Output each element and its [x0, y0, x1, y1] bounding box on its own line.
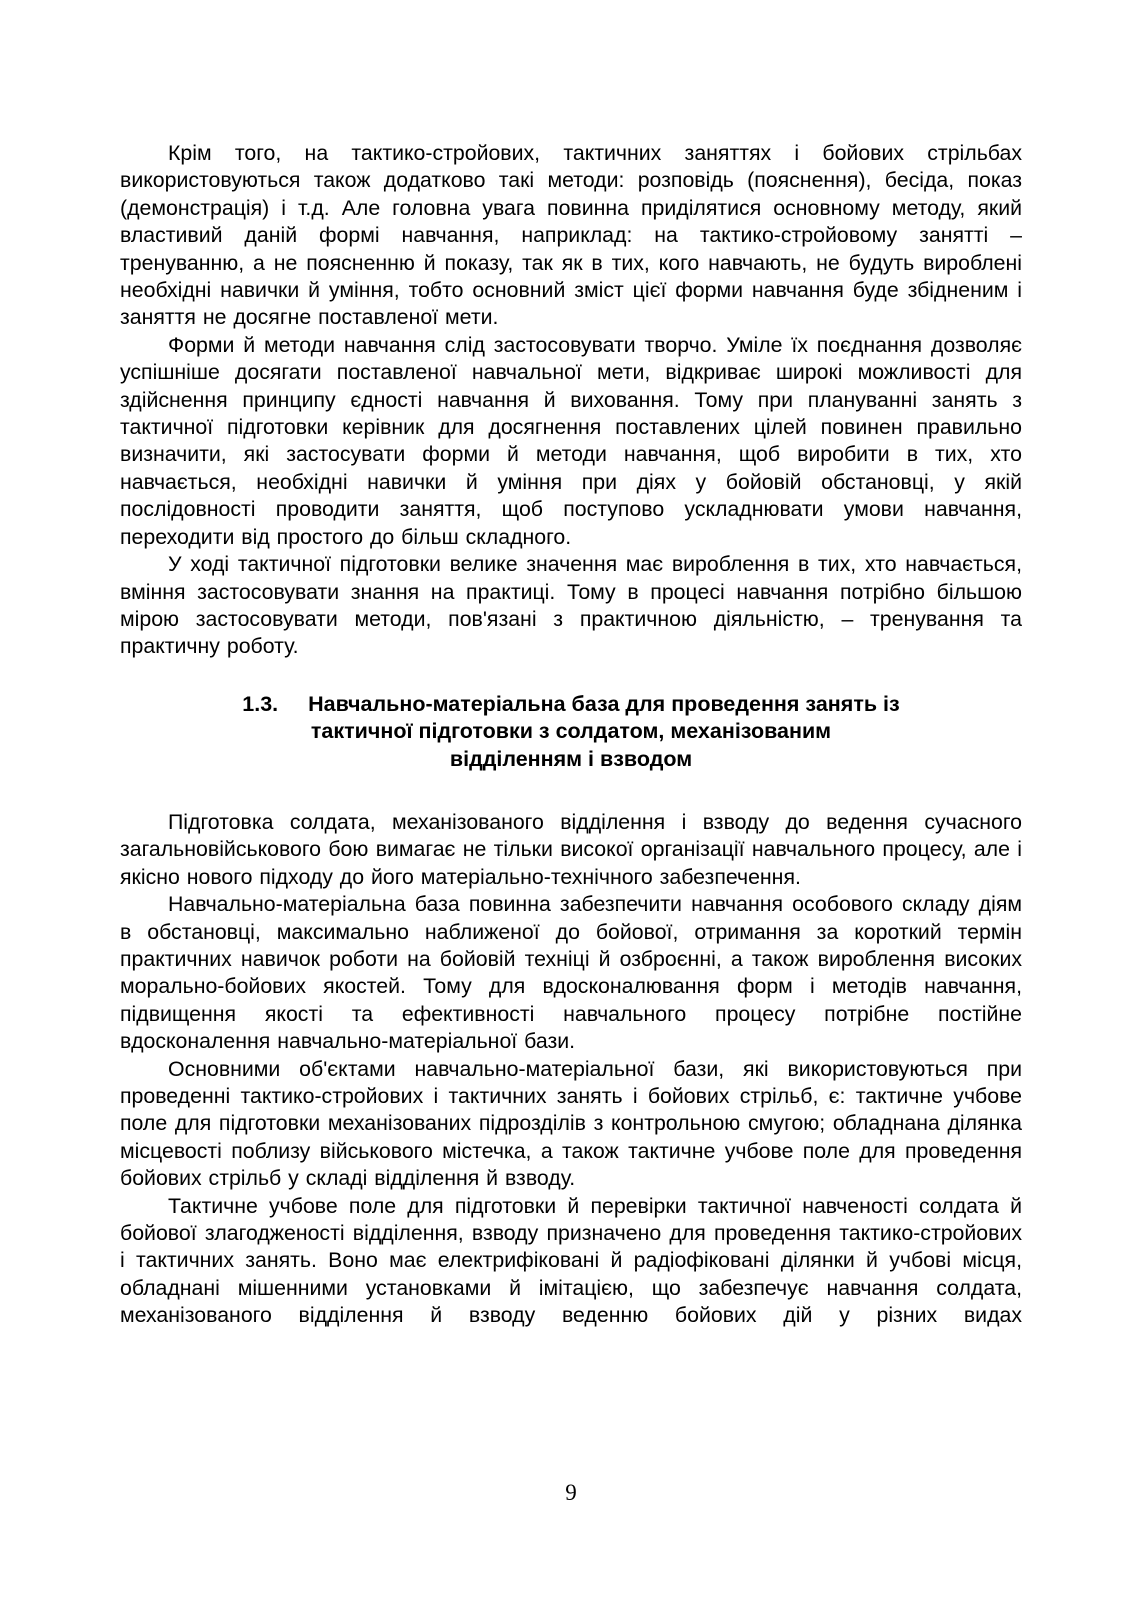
section-title-line-3: відділенням і взводом	[449, 746, 693, 771]
section-heading	[120, 691, 1022, 773]
body-paragraph-1: Підготовка солдата, механізованого відділення і взводу до ведення сучасного загальновійськового бою вимагає не тільки високої організації навчального процесу, але і якісно нового підходу до його матеріально-технічного забезпечення.	[120, 809, 1022, 889]
section-title-line-1: Навчально-матеріальна база для проведення занять із	[308, 691, 900, 716]
page-number: 9	[565, 1480, 577, 1505]
section-number: 1.3.	[242, 691, 279, 716]
intro-paragraph-2: Форми й методи навчання слід застосовувати творчо. Уміле їх поєднання дозволяє успішніше досягати поставленої навчальної мети, відкриває широкі можливості для здійснення принципу єдності навчання й виховання. Тому при плануванні занять з тактичної підготовки керівник для досягнення поставлених цілей повинен правильно визначити, які застосувати форми й методи навчання, щоб виробити в тих, хто навчається, необхідні навички й уміння при діях у бойовій обстановці, у якій послідовності проводити заняття, щоб поступово ускладнювати умови навчання, переходити від простого до більш складного.	[120, 332, 1022, 549]
intro-paragraph-3: У ході тактичної підготовки велике значення має вироблення в тих, хто навчається, вміння застосовувати знання на практиці. Тому в процесі навчання потрібно більшою мірою застосовувати методи, пов'язані з практичною діяльністю, – тренування та практичну роботу.	[120, 552, 1022, 659]
body-paragraph-3: Основними об'єктами навчально-матеріальної бази, які використовуються при проведенні тактико-стройових і тактичних занять і бойових стрільб, є: тактичне учбове поле для підготовки механізованих підрозділів з контрольною смугою; обладнана ділянка місцевості поблизу військового містечка, а також тактичне учбове поле для проведення бойових стрільб у складі відділення й взводу.	[120, 1056, 1022, 1191]
intro-paragraph-1: Крім того, на тактико-стройових, тактичних заняттях і бойових стрільбах використовуються також додатково такі методи: розповідь (пояснення), бесіда, показ (демонстрація) і т.д. Але головна увага повинна приділятися основному методу, який властивий даній формі навчання, наприклад: на тактико-стройовому занятті – тренуванню, а не поясненню й показу, так як в тих, кого навчають, не будуть вироблені необхідні навички й уміння, тобто основний зміст цієї форми навчання буде збідненим і заняття не досягне поставленої мети.	[120, 141, 1022, 330]
section-title-line-2: тактичної підготовки з солдатом, механізованим	[310, 719, 832, 744]
body-paragraph-4: Тактичне учбове поле для підготовки й перевірки тактичної навченості солдата й бойової злагодженості відділення, взводу призначено для проведення тактико-стройових і тактичних занять. Воно має електрифіковані й радіофіковані ділянки й учбові місця, обладнані мішенними установками й імітацією, що забезпечує навчання солдата, механізованого відділення й взводу веденню бойових дій у різних видах	[120, 1193, 1022, 1328]
section-heading-line-1	[120, 691, 1022, 718]
body-paragraph-2: Навчально-матеріальна база повинна забезпечити навчання особового складу діям в обстановці, максимально наближеної до бойової, отримання за короткий термін практичних навичок роботи на бойовій техніці й озброєнні, а також вироблення високих морально-бойових якостей. Тому для вдосконалювання форм і методів навчання, підвищення якості та ефективності навчального процесу потрібне постійне вдосконалення навчально-матеріальної бази.	[120, 892, 1022, 1054]
text-column	[120, 140, 1022, 1330]
